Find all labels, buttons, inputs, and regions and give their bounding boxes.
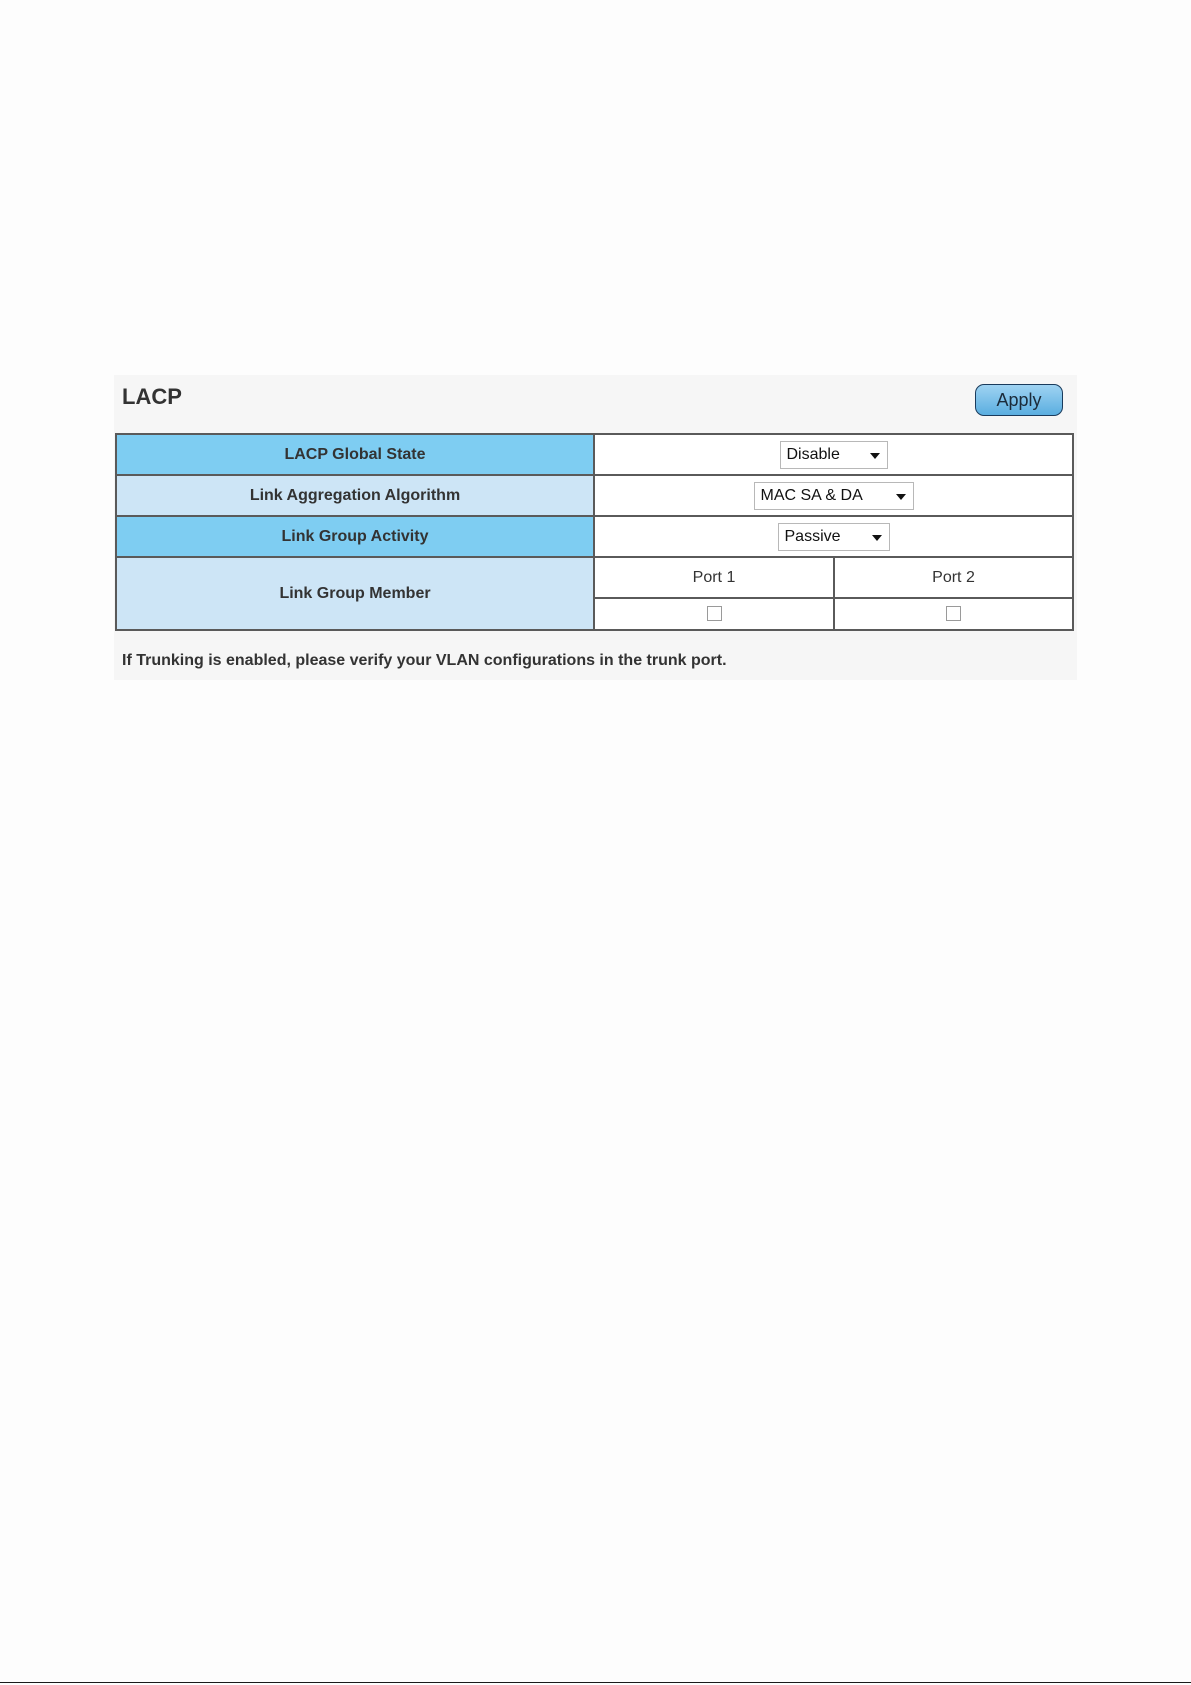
global-state-select[interactable] xyxy=(780,441,888,469)
activity-label: Link Group Activity xyxy=(116,516,594,557)
port-1-header xyxy=(594,557,834,598)
port-2-label: Port 2 xyxy=(932,568,975,586)
algorithm-row xyxy=(116,475,1073,516)
port-2-header xyxy=(834,557,1073,598)
algorithm-label: Link Aggregation Algorithm xyxy=(116,475,594,516)
chevron-down-icon xyxy=(872,535,882,541)
global-state-value: Disable xyxy=(786,445,840,463)
page-divider xyxy=(0,1682,1191,1683)
page-title: LACP xyxy=(122,384,182,409)
port-1-label: Port 1 xyxy=(692,568,736,586)
global-state-row xyxy=(116,434,1073,475)
apply-button[interactable]: Apply xyxy=(975,384,1063,416)
global-state-label: LACP Global State xyxy=(116,434,594,475)
algorithm-cell xyxy=(594,475,1073,516)
port-1-checkbox[interactable] xyxy=(707,606,722,621)
member-header-row xyxy=(116,557,1073,598)
port-2-checkbox-cell xyxy=(834,598,1073,630)
activity-row xyxy=(116,516,1073,557)
port-2-checkbox[interactable] xyxy=(946,606,961,621)
trunking-note: If Trunking is enabled, please verify your VLAN configurations in the trunk port. xyxy=(122,652,727,669)
port-1-checkbox-cell xyxy=(594,598,834,630)
algorithm-select[interactable] xyxy=(754,482,914,510)
lacp-settings-table xyxy=(115,433,1074,631)
global-state-cell xyxy=(594,434,1073,475)
algorithm-value: MAC SA & DA xyxy=(760,486,863,504)
chevron-down-icon xyxy=(896,494,906,500)
lacp-panel xyxy=(114,375,1077,680)
activity-select[interactable] xyxy=(778,523,890,551)
member-label: Link Group Member xyxy=(116,557,594,630)
activity-cell xyxy=(594,516,1073,557)
activity-value: Passive xyxy=(784,527,841,545)
chevron-down-icon xyxy=(870,453,880,459)
